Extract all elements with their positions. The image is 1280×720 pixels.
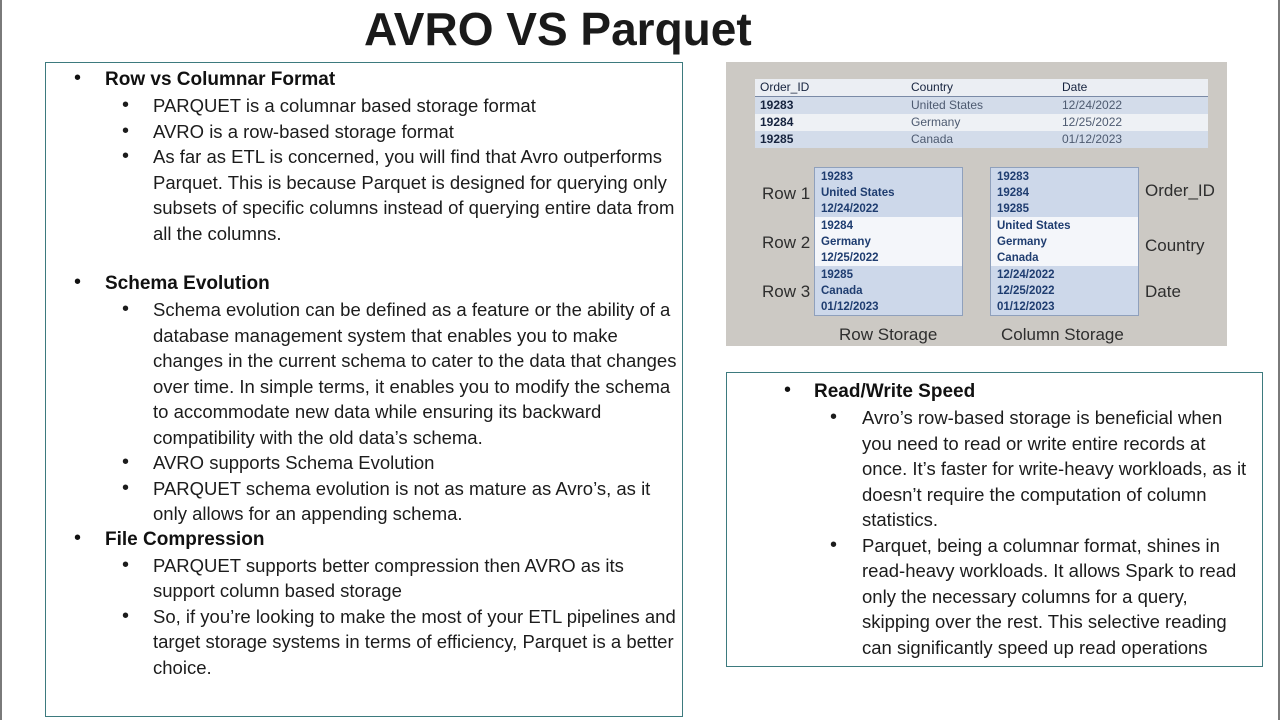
row-vs-column-storage-figure [726, 62, 1227, 346]
table-header-cell: Order_ID [755, 79, 906, 97]
section-schema-evolution [74, 271, 682, 527]
table-row [755, 131, 1208, 148]
list-item: • PARQUET supports better compression then AVRO as its support column based storage [122, 553, 624, 601]
table-row [755, 97, 1208, 115]
section-read-write-speed [784, 379, 1262, 660]
column-label: Country [1145, 236, 1205, 255]
table-cell: 19284 [755, 114, 906, 131]
column-storage-block [990, 167, 1139, 316]
list-item: • Schema evolution can be defined as a feature or the ability of a database management system that enables you to make changes in the current schema to cater to the data that changes over time. In simple terms, it enables you to modify the schema to accommodate new data while ensuring its backward compatibility with the old data’s schema. [122, 298, 677, 448]
table-header-cell: Date [1057, 79, 1208, 97]
table-cell: 19285 [755, 131, 906, 148]
column-storage-group: United States Germany Canada [991, 217, 1138, 266]
section-heading: Read/Write Speed [814, 381, 976, 402]
list-item: • PARQUET is a columnar based storage format [122, 94, 536, 116]
bullet-dot: • [74, 271, 82, 293]
row-storage-record: 19284 Germany 12/25/2022 [815, 217, 962, 266]
section-heading: File Compression [105, 528, 265, 550]
row-label: Row 2 [762, 233, 811, 252]
table-cell: 01/12/2023 [1057, 131, 1208, 148]
section-heading: Schema Evolution [105, 273, 270, 294]
list-item: • So, if you’re looking to make the most of your ETL pipelines and target storage systems in terms of efficiency, Parquet is a better choice. [122, 604, 676, 678]
column-storage-group: 12/24/2022 12/25/2022 01/12/2023 [991, 266, 1138, 315]
slide-left-edge [0, 0, 2, 720]
list-item: • AVRO supports Schema Evolution [122, 451, 435, 473]
table-cell: Germany [906, 114, 1057, 131]
left-content-box [45, 62, 683, 717]
section-file-compression [74, 526, 682, 681]
row-storage-record: 19283 United States 12/24/2022 [815, 168, 962, 217]
table-header-cell: Country [906, 79, 1057, 97]
column-storage-caption: Column Storage [1001, 325, 1124, 344]
bullet-dot: • [784, 379, 792, 401]
row-label: Row 1 [762, 184, 811, 203]
column-storage-group: 19283 19284 19285 [991, 168, 1138, 217]
table-cell: United States [906, 97, 1057, 115]
right-content-box [726, 372, 1263, 667]
list-item: • PARQUET schema evolution is not as mature as Avro’s, as it only allows for an appending schema. [122, 476, 651, 524]
table-row [755, 114, 1208, 131]
row-storage-record: 19285 Canada 01/12/2023 [815, 266, 962, 315]
column-label: Order_ID [1145, 181, 1215, 200]
table-header-row [755, 79, 1208, 97]
table-cell: 12/24/2022 [1057, 97, 1208, 115]
list-item: • AVRO is a row-based storage format [122, 119, 454, 142]
bullet-dot: • [74, 526, 82, 549]
row-label: Row 3 [762, 282, 811, 301]
section-row-vs-columnar [74, 67, 682, 271]
bullet-dot: • [74, 67, 82, 89]
section-heading: Row vs Columnar Format [105, 69, 336, 90]
row-storage-caption: Row Storage [839, 325, 938, 344]
table-cell: 12/25/2022 [1057, 114, 1208, 131]
table-cell: Canada [906, 131, 1057, 148]
column-label: Date [1145, 282, 1181, 301]
list-item: • Parquet, being a columnar format, shines in read-heavy workloads. It allows Spark to read only the necessary columns for a query, skipping over the rest. This selective reading can significantly speed up read operations [830, 533, 1237, 658]
list-item: • As far as ETL is concerned, you will find that Avro outperforms Parquet. This is because Parquet is designed for querying only subsets of specific columns instead of querying entire data from all the columns. [122, 145, 675, 244]
slide-title: AVRO VS Parquet [364, 3, 752, 55]
order-table [755, 79, 1208, 148]
row-storage-block [814, 167, 963, 316]
table-cell: 19283 [755, 97, 906, 115]
list-item: • Avro’s row-based storage is beneficial when you need to read or write entire records at once. It’s faster for write-heavy workloads, as it doesn’t require the computation of column statistics. [830, 406, 1247, 530]
